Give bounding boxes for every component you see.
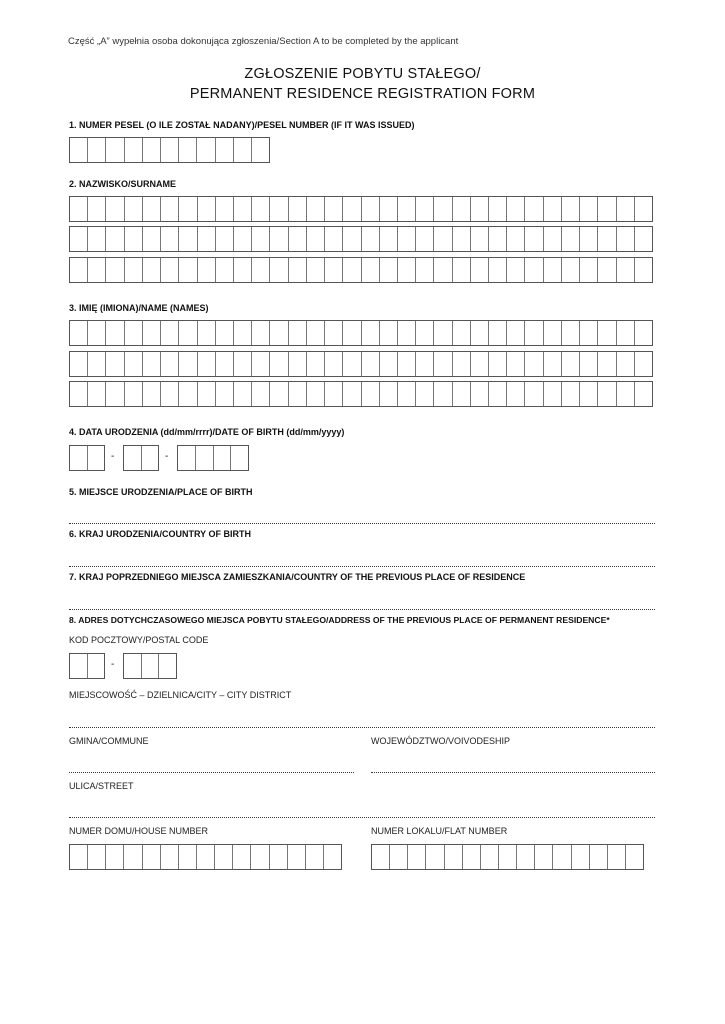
character-box[interactable] xyxy=(506,352,524,376)
character-box[interactable] xyxy=(233,258,251,282)
character-box[interactable] xyxy=(269,321,287,345)
character-box[interactable] xyxy=(470,227,488,251)
character-box[interactable] xyxy=(324,258,342,282)
character-box[interactable] xyxy=(70,654,87,678)
character-box[interactable] xyxy=(379,352,397,376)
character-box[interactable] xyxy=(470,197,488,221)
character-box[interactable] xyxy=(579,227,597,251)
voivodeship-line[interactable] xyxy=(371,772,655,773)
character-box[interactable] xyxy=(379,321,397,345)
birth-country-line[interactable] xyxy=(69,566,655,567)
character-box[interactable] xyxy=(70,382,87,406)
character-box[interactable] xyxy=(488,352,506,376)
voivodeship-label: WOJEWÓDZTWO/VOIVODESHIP xyxy=(371,736,510,746)
surname-row-3[interactable] xyxy=(69,257,653,283)
character-box[interactable] xyxy=(215,382,233,406)
character-box[interactable] xyxy=(230,446,248,470)
character-box[interactable] xyxy=(433,258,451,282)
character-box[interactable] xyxy=(342,352,360,376)
character-box[interactable] xyxy=(634,321,652,345)
character-box[interactable] xyxy=(178,321,196,345)
character-box[interactable] xyxy=(215,227,233,251)
character-box[interactable] xyxy=(178,352,196,376)
character-box[interactable] xyxy=(561,352,579,376)
character-box[interactable] xyxy=(616,352,634,376)
character-box[interactable] xyxy=(616,321,634,345)
character-box[interactable] xyxy=(232,845,250,869)
character-box[interactable] xyxy=(196,138,214,162)
character-box[interactable] xyxy=(452,197,470,221)
character-box[interactable] xyxy=(506,197,524,221)
character-box[interactable] xyxy=(197,382,215,406)
form-title-polish: ZGŁOSZENIE POBYTU STAŁEGO/ xyxy=(244,66,481,82)
character-box[interactable] xyxy=(269,845,287,869)
character-box[interactable] xyxy=(506,258,524,282)
character-box[interactable] xyxy=(415,382,433,406)
character-box[interactable] xyxy=(516,845,534,869)
character-box[interactable] xyxy=(433,227,451,251)
character-box[interactable] xyxy=(269,258,287,282)
character-box[interactable] xyxy=(178,258,196,282)
character-box[interactable] xyxy=(470,258,488,282)
character-box[interactable] xyxy=(498,845,516,869)
pesel-label: 1. NUMER PESEL (O ILE ZOSTAŁ NADANY)/PESEL NUMBER (IF IT WAS ISSUED) xyxy=(69,120,415,130)
character-box[interactable] xyxy=(470,352,488,376)
character-box[interactable] xyxy=(124,258,142,282)
character-box[interactable] xyxy=(433,382,451,406)
character-box[interactable] xyxy=(415,352,433,376)
character-box[interactable] xyxy=(488,258,506,282)
character-box[interactable] xyxy=(415,258,433,282)
character-box[interactable] xyxy=(251,382,269,406)
character-box[interactable] xyxy=(616,227,634,251)
names-label: 3. IMIĘ (IMIONA)/NAME (NAMES) xyxy=(69,303,209,313)
character-box[interactable] xyxy=(634,227,652,251)
character-box[interactable] xyxy=(480,845,498,869)
birthplace-label: 5. MIEJSCE URODZENIA/PLACE OF BIRTH xyxy=(69,487,253,497)
character-box[interactable] xyxy=(306,352,324,376)
character-box[interactable] xyxy=(634,382,652,406)
character-box[interactable] xyxy=(597,197,615,221)
character-box[interactable] xyxy=(160,845,178,869)
character-box[interactable] xyxy=(142,138,160,162)
character-box[interactable] xyxy=(324,227,342,251)
character-box[interactable] xyxy=(634,258,652,282)
character-box[interactable] xyxy=(288,382,306,406)
character-box[interactable] xyxy=(87,321,105,345)
character-box[interactable] xyxy=(470,382,488,406)
character-box[interactable] xyxy=(397,258,415,282)
commune-line[interactable] xyxy=(69,772,354,773)
character-box[interactable] xyxy=(561,197,579,221)
character-box[interactable] xyxy=(251,321,269,345)
character-box[interactable] xyxy=(361,321,379,345)
dob-separator-2: - xyxy=(165,451,169,462)
character-box[interactable] xyxy=(197,258,215,282)
character-box[interactable] xyxy=(524,227,542,251)
postal-code-second-boxes[interactable] xyxy=(123,653,177,679)
form-title-english: PERMANENT RESIDENCE REGISTRATION FORM xyxy=(189,86,536,102)
character-box[interactable] xyxy=(87,258,105,282)
character-box[interactable] xyxy=(616,258,634,282)
character-box[interactable] xyxy=(123,845,141,869)
character-box[interactable] xyxy=(433,352,451,376)
character-box[interactable] xyxy=(524,321,542,345)
character-box[interactable] xyxy=(589,845,607,869)
character-box[interactable] xyxy=(306,382,324,406)
character-box[interactable] xyxy=(269,197,287,221)
character-box[interactable] xyxy=(158,654,176,678)
character-box[interactable] xyxy=(105,352,123,376)
character-box[interactable] xyxy=(597,321,615,345)
character-box[interactable] xyxy=(616,382,634,406)
prev-address-label: 8. ADRES DOTYCHCZASOWEGO MIEJSCA POBYTU STAŁEGO/ADDRESS OF THE PREVIOUS PLACE OF PERMANENT RESIDENCE* xyxy=(69,615,610,625)
character-box[interactable] xyxy=(87,227,105,251)
character-box[interactable] xyxy=(579,382,597,406)
character-box[interactable] xyxy=(506,382,524,406)
character-box[interactable] xyxy=(196,845,214,869)
character-box[interactable] xyxy=(543,382,561,406)
character-box[interactable] xyxy=(124,446,141,470)
character-box[interactable] xyxy=(215,258,233,282)
character-box[interactable] xyxy=(379,197,397,221)
character-box[interactable] xyxy=(160,321,178,345)
character-box[interactable] xyxy=(543,197,561,221)
character-box[interactable] xyxy=(452,382,470,406)
character-box[interactable] xyxy=(524,352,542,376)
character-box[interactable] xyxy=(433,197,451,221)
character-box[interactable] xyxy=(561,227,579,251)
character-box[interactable] xyxy=(70,138,87,162)
city-line[interactable] xyxy=(69,727,655,728)
character-box[interactable] xyxy=(324,352,342,376)
character-box[interactable] xyxy=(397,321,415,345)
character-box[interactable] xyxy=(571,845,589,869)
character-box[interactable] xyxy=(233,382,251,406)
character-box[interactable] xyxy=(579,321,597,345)
character-box[interactable] xyxy=(524,258,542,282)
postal-code-separator: - xyxy=(111,659,115,670)
character-box[interactable] xyxy=(488,197,506,221)
character-box[interactable] xyxy=(141,446,159,470)
character-box[interactable] xyxy=(433,321,451,345)
names-row-2[interactable] xyxy=(69,351,653,377)
character-box[interactable] xyxy=(488,321,506,345)
character-box[interactable] xyxy=(251,227,269,251)
character-box[interactable] xyxy=(552,845,570,869)
character-box[interactable] xyxy=(425,845,443,869)
character-box[interactable] xyxy=(70,845,87,869)
character-box[interactable] xyxy=(142,382,160,406)
character-box[interactable] xyxy=(178,446,195,470)
character-box[interactable] xyxy=(634,197,652,221)
character-box[interactable] xyxy=(561,258,579,282)
character-box[interactable] xyxy=(452,321,470,345)
character-box[interactable] xyxy=(543,258,561,282)
character-box[interactable] xyxy=(178,197,196,221)
character-box[interactable] xyxy=(124,654,141,678)
city-label: MIEJSCOWOŚĆ – DZIELNICA/CITY – CITY DISTRICT xyxy=(69,690,292,700)
character-box[interactable] xyxy=(342,197,360,221)
character-box[interactable] xyxy=(488,227,506,251)
character-box[interactable] xyxy=(269,382,287,406)
character-box[interactable] xyxy=(70,258,87,282)
character-box[interactable] xyxy=(105,197,123,221)
character-box[interactable] xyxy=(616,197,634,221)
character-box[interactable] xyxy=(561,382,579,406)
character-box[interactable] xyxy=(597,258,615,282)
character-box[interactable] xyxy=(87,845,105,869)
character-box[interactable] xyxy=(233,352,251,376)
character-box[interactable] xyxy=(579,197,597,221)
character-box[interactable] xyxy=(195,446,213,470)
character-box[interactable] xyxy=(488,382,506,406)
character-box[interactable] xyxy=(87,446,105,470)
street-line[interactable] xyxy=(69,817,655,818)
pesel-boxes[interactable] xyxy=(69,137,270,163)
character-box[interactable] xyxy=(213,446,231,470)
character-box[interactable] xyxy=(269,352,287,376)
character-box[interactable] xyxy=(87,654,105,678)
character-box[interactable] xyxy=(233,227,251,251)
character-box[interactable] xyxy=(142,258,160,282)
character-box[interactable] xyxy=(342,382,360,406)
character-box[interactable] xyxy=(141,654,159,678)
character-box[interactable] xyxy=(597,352,615,376)
character-box[interactable] xyxy=(306,321,324,345)
character-box[interactable] xyxy=(87,138,105,162)
character-box[interactable] xyxy=(160,382,178,406)
character-box[interactable] xyxy=(87,382,105,406)
character-box[interactable] xyxy=(397,227,415,251)
character-box[interactable] xyxy=(306,197,324,221)
character-box[interactable] xyxy=(215,138,233,162)
character-box[interactable] xyxy=(607,845,625,869)
character-box[interactable] xyxy=(197,227,215,251)
character-box[interactable] xyxy=(178,845,196,869)
character-box[interactable] xyxy=(287,845,305,869)
character-box[interactable] xyxy=(561,321,579,345)
character-box[interactable] xyxy=(579,258,597,282)
street-label: ULICA/STREET xyxy=(69,781,134,791)
character-box[interactable] xyxy=(70,352,87,376)
character-box[interactable] xyxy=(397,382,415,406)
character-box[interactable] xyxy=(215,321,233,345)
character-box[interactable] xyxy=(379,258,397,282)
character-box[interactable] xyxy=(197,321,215,345)
character-box[interactable] xyxy=(543,352,561,376)
character-box[interactable] xyxy=(306,258,324,282)
postal-code-label: KOD POCZTOWY/POSTAL CODE xyxy=(69,635,209,645)
character-box[interactable] xyxy=(288,227,306,251)
flat-number-boxes[interactable] xyxy=(371,844,644,870)
character-box[interactable] xyxy=(160,227,178,251)
character-box[interactable] xyxy=(124,352,142,376)
character-box[interactable] xyxy=(214,845,232,869)
character-box[interactable] xyxy=(197,197,215,221)
character-box[interactable] xyxy=(452,352,470,376)
character-box[interactable] xyxy=(70,446,87,470)
character-box[interactable] xyxy=(506,227,524,251)
character-box[interactable] xyxy=(269,227,287,251)
commune-label: GMINA/COMMUNE xyxy=(69,736,149,746)
surname-row-1[interactable] xyxy=(69,196,653,222)
character-box[interactable] xyxy=(597,382,615,406)
character-box[interactable] xyxy=(305,845,323,869)
house-number-label: NUMER DOMU/HOUSE NUMBER xyxy=(69,826,209,836)
character-box[interactable] xyxy=(444,845,462,869)
character-box[interactable] xyxy=(379,382,397,406)
section-a-note: Część „A” wypełnia osoba dokonująca zgłoszenia/Section A to be completed by the applicant xyxy=(68,36,459,47)
names-row-3[interactable] xyxy=(69,381,653,407)
character-box[interactable] xyxy=(251,197,269,221)
character-box[interactable] xyxy=(534,845,552,869)
character-box[interactable] xyxy=(462,845,480,869)
character-box[interactable] xyxy=(361,258,379,282)
character-box[interactable] xyxy=(251,138,269,162)
character-box[interactable] xyxy=(397,352,415,376)
character-box[interactable] xyxy=(197,352,215,376)
character-box[interactable] xyxy=(324,197,342,221)
character-box[interactable] xyxy=(70,321,87,345)
house-number-boxes[interactable] xyxy=(69,844,342,870)
character-box[interactable] xyxy=(105,138,123,162)
character-box[interactable] xyxy=(250,845,268,869)
character-box[interactable] xyxy=(452,258,470,282)
character-box[interactable] xyxy=(142,845,160,869)
birthplace-line[interactable] xyxy=(69,523,655,524)
dob-month-boxes[interactable] xyxy=(123,445,159,471)
character-box[interactable] xyxy=(124,197,142,221)
character-box[interactable] xyxy=(288,197,306,221)
character-box[interactable] xyxy=(105,382,123,406)
surname-label: 2. NAZWISKO/SURNAME xyxy=(69,179,177,189)
character-box[interactable] xyxy=(70,227,87,251)
character-box[interactable] xyxy=(215,197,233,221)
character-box[interactable] xyxy=(625,845,643,869)
character-box[interactable] xyxy=(178,227,196,251)
character-box[interactable] xyxy=(324,382,342,406)
character-box[interactable] xyxy=(124,382,142,406)
character-box[interactable] xyxy=(160,138,178,162)
character-box[interactable] xyxy=(361,227,379,251)
character-box[interactable] xyxy=(105,258,123,282)
character-box[interactable] xyxy=(288,258,306,282)
character-box[interactable] xyxy=(306,227,324,251)
dob-label: 4. DATA URODZENIA (dd/mm/rrrr)/DATE OF BIRTH (dd/mm/yyyy) xyxy=(69,427,345,437)
character-box[interactable] xyxy=(342,258,360,282)
character-box[interactable] xyxy=(105,845,123,869)
character-box[interactable] xyxy=(379,227,397,251)
character-box[interactable] xyxy=(361,352,379,376)
character-box[interactable] xyxy=(288,321,306,345)
character-box[interactable] xyxy=(105,321,123,345)
dob-year-boxes[interactable] xyxy=(177,445,249,471)
character-box[interactable] xyxy=(215,352,233,376)
character-box[interactable] xyxy=(323,845,341,869)
character-box[interactable] xyxy=(178,382,196,406)
character-box[interactable] xyxy=(233,138,251,162)
character-box[interactable] xyxy=(124,321,142,345)
character-box[interactable] xyxy=(470,321,488,345)
character-box[interactable] xyxy=(251,352,269,376)
character-box[interactable] xyxy=(142,352,160,376)
surname-row-2[interactable] xyxy=(69,226,653,252)
character-box[interactable] xyxy=(160,258,178,282)
character-box[interactable] xyxy=(361,382,379,406)
character-box[interactable] xyxy=(597,227,615,251)
character-box[interactable] xyxy=(342,227,360,251)
character-box[interactable] xyxy=(415,227,433,251)
dob-day-boxes[interactable] xyxy=(69,445,105,471)
character-box[interactable] xyxy=(634,352,652,376)
names-row-1[interactable] xyxy=(69,320,653,346)
character-box[interactable] xyxy=(70,197,87,221)
character-box[interactable] xyxy=(324,321,342,345)
character-box[interactable] xyxy=(124,138,142,162)
character-box[interactable] xyxy=(342,321,360,345)
character-box[interactable] xyxy=(142,227,160,251)
flat-number-label: NUMER LOKALU/FLAT NUMBER xyxy=(371,826,508,836)
character-box[interactable] xyxy=(288,352,306,376)
character-box[interactable] xyxy=(524,197,542,221)
prev-country-line[interactable] xyxy=(69,609,655,610)
character-box[interactable] xyxy=(397,197,415,221)
dob-separator-1: - xyxy=(111,451,115,462)
character-box[interactable] xyxy=(407,845,425,869)
character-box[interactable] xyxy=(105,227,123,251)
character-box[interactable] xyxy=(142,321,160,345)
character-box[interactable] xyxy=(160,197,178,221)
prev-country-label: 7. KRAJ POPRZEDNIEGO MIEJSCA ZAMIESZKANIA/COUNTRY OF THE PREVIOUS PLACE OF RESIDENCE xyxy=(69,572,526,582)
character-box[interactable] xyxy=(415,197,433,221)
postal-code-first-boxes[interactable] xyxy=(69,653,105,679)
character-box[interactable] xyxy=(124,227,142,251)
character-box[interactable] xyxy=(233,197,251,221)
character-box[interactable] xyxy=(452,227,470,251)
character-box[interactable] xyxy=(543,227,561,251)
character-box[interactable] xyxy=(87,352,105,376)
character-box[interactable] xyxy=(87,197,105,221)
character-box[interactable] xyxy=(543,321,561,345)
character-box[interactable] xyxy=(415,321,433,345)
character-box[interactable] xyxy=(142,197,160,221)
character-box[interactable] xyxy=(251,258,269,282)
character-box[interactable] xyxy=(506,321,524,345)
character-box[interactable] xyxy=(579,352,597,376)
character-box[interactable] xyxy=(372,845,389,869)
character-box[interactable] xyxy=(361,197,379,221)
character-box[interactable] xyxy=(178,138,196,162)
character-box[interactable] xyxy=(389,845,407,869)
character-box[interactable] xyxy=(524,382,542,406)
character-box[interactable] xyxy=(233,321,251,345)
character-box[interactable] xyxy=(160,352,178,376)
birth-country-label: 6. KRAJ URODZENIA/COUNTRY OF BIRTH xyxy=(69,529,252,539)
